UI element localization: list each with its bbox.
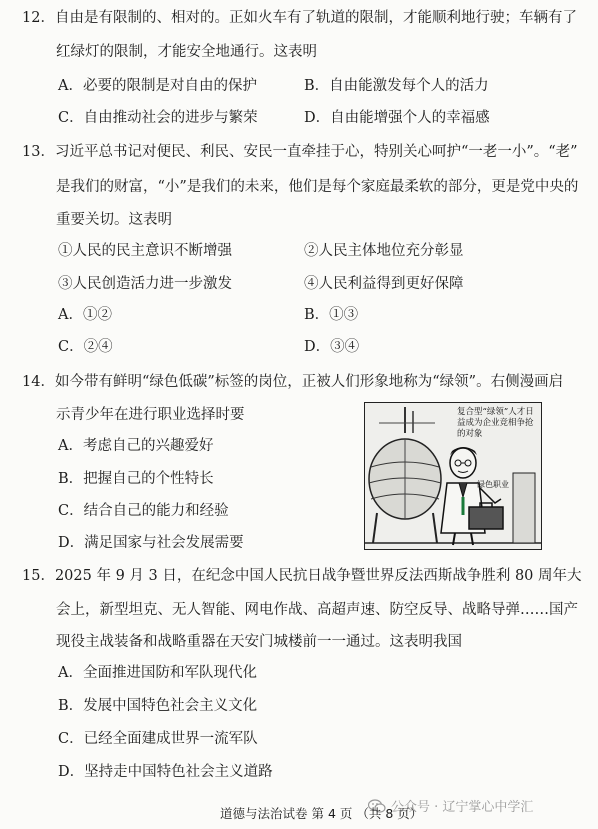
- watermark-text: 公众号 · 辽宁掌心中学汇: [391, 800, 534, 815]
- q14-option-d: D．满足国家与社会发展需要: [58, 535, 244, 551]
- q12-option-d: D．自由能增强个人的幸福感: [304, 110, 490, 126]
- q13-option-b: B．①③: [304, 307, 359, 323]
- q12-stem-line1: 12．自由是有限制的、相对的。正如火车有了轨道的限制，才能顺利地行驶；车辆有了: [22, 10, 577, 26]
- q13-statement-2: ②人民主体地位充分彰显: [304, 243, 464, 259]
- q12-option-c: C．自由推动社会的进步与繁荣: [58, 110, 258, 126]
- q15-option-a: A．全面推进国防和军队现代化: [58, 665, 257, 681]
- q13-statement-1: ①人民的民主意识不断增强: [58, 243, 232, 259]
- green-collar-cartoon: [364, 402, 542, 550]
- q15-option-d: D．坚持走中国特色社会主义道路: [58, 764, 273, 780]
- q14-stem-line2: 示青少年在进行职业选择时要: [56, 407, 245, 423]
- q13-stem-line1: 13．习近平总书记对便民、利民、安民一直牵挂于心，特别关心呵护“一老一小”。“老”: [22, 144, 578, 160]
- q13-statement-3: ③人民创造活力进一步激发: [58, 276, 232, 292]
- q15-stem-line2: 会上，新型坦克、无人智能、网电作战、高超声速、防空反导、战略导弹……国产: [56, 602, 578, 618]
- q15-option-c: C．已经全面建成世界一流军队: [58, 731, 258, 747]
- cartoon-tag: 绿色职业: [477, 480, 509, 489]
- q13-stem-line3: 重要关切。这表明: [56, 212, 172, 228]
- page-footer: 道德与法治试卷 第 4 页 （共 8 页）: [220, 806, 423, 821]
- q15-stem-line3: 现役主战装备和战略重器在天安门城楼前一一通过。这表明我国: [56, 634, 462, 650]
- q12-stem-line2: 红绿灯的限制，才能安全地通行。这表明: [56, 44, 317, 60]
- q14-option-c: C．结合自己的能力和经验: [58, 503, 229, 519]
- cartoon-caption: 复合型“绿领”人才日益成为企业竞相争抢的对象: [457, 407, 534, 439]
- q13-statement-4: ④人民利益得到更好保障: [304, 276, 464, 292]
- q12-option-b: B．自由能激发每个人的活力: [304, 78, 489, 94]
- q14-stem-line1: 14．如今带有鲜明“绿色低碳”标签的岗位，正被人们形象地称为“绿领”。右侧漫画启: [22, 374, 564, 390]
- q13-option-c: C．②④: [58, 339, 113, 355]
- q13-option-d: D．③④: [304, 339, 360, 355]
- q14-option-a: A．考虑自己的兴趣爱好: [58, 438, 214, 454]
- q14-option-b: B．把握自己的个性特长: [58, 471, 214, 487]
- q13-stem-line2: 是我们的财富，“小”是我们的未来，他们是每个家庭最柔软的部分，更是党中央的: [56, 179, 579, 195]
- q15-option-b: B．发展中国特色社会主义文化: [58, 698, 258, 714]
- q13-option-a: A．①②: [58, 307, 112, 323]
- q15-stem-line1: 15．2025 年 9 月 3 日，在纪念中国人民抗日战争暨世界反法西斯战争胜利 80 周年大: [22, 568, 582, 584]
- q12-option-a: A．必要的限制是对自由的保护: [58, 78, 257, 94]
